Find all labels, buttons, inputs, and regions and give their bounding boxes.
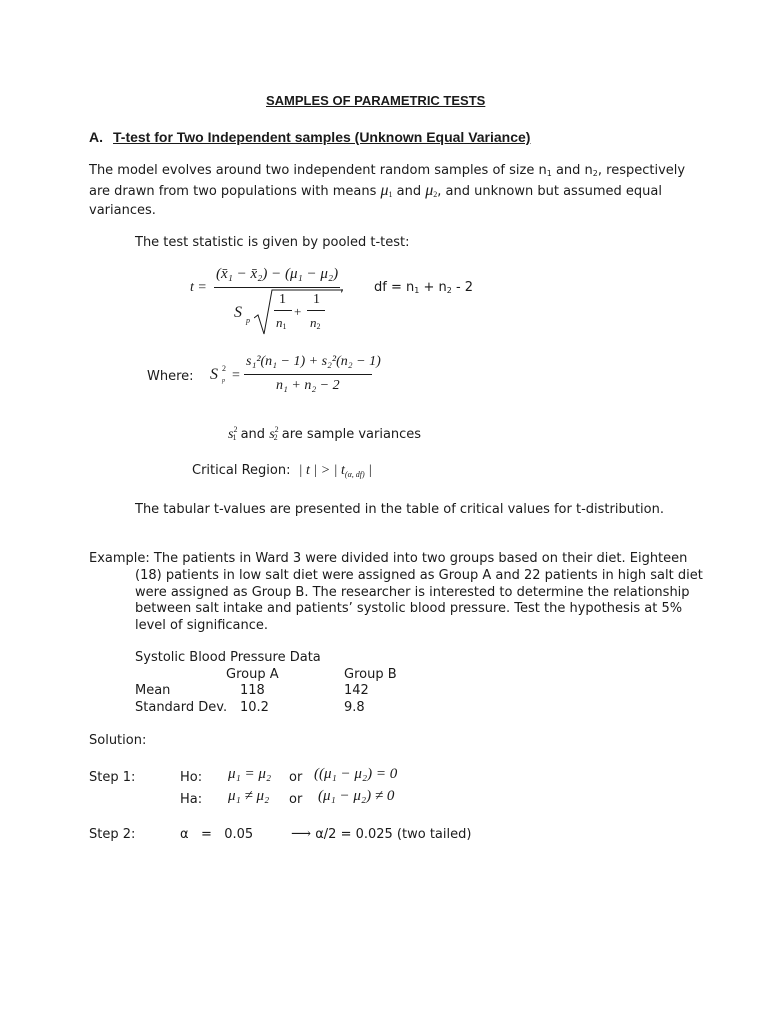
null-hypothesis-alt: ((μ₁ − μ₂) = 0 — [314, 766, 398, 782]
table-row-label: Mean — [135, 683, 171, 698]
alt-hypothesis-alt: (μ₁ − μ₂) ≠ 0 — [318, 788, 395, 804]
or-label: or — [289, 792, 303, 807]
t-lhs: t = — [190, 280, 207, 295]
solution-label: Solution: — [89, 733, 147, 748]
where-label: Where: — [147, 369, 194, 384]
step2-result: ⟶ α/2 = 0.025 (two tailed) — [291, 827, 472, 842]
degrees-of-freedom: df = n1 + n2 - 2 — [374, 280, 474, 295]
or-label: or — [289, 770, 303, 785]
section-letter: A. — [89, 129, 103, 145]
intro-line-2: are drawn from two populations with means μ1 and μ2, and unknown but assumed equal — [89, 182, 662, 199]
bp-header-group-b: Group B — [344, 667, 397, 682]
critical-region: Critical Region: | t | > | $t_{(\alpha, df)}$ | — [192, 463, 373, 479]
table-cell-sd-a: 10.2 — [240, 700, 269, 715]
alt-hypothesis-expr: μ₁ ≠ μ₂ — [228, 788, 270, 804]
example-line-1: Example: The patients in Ward 3 were divided into two groups based on their diet. Eighteen — [89, 551, 688, 566]
sp-subscript: p — [246, 316, 250, 325]
bp-table-caption: Systolic Blood Pressure Data — [135, 650, 321, 665]
example-line-5: level of significance. — [135, 618, 269, 633]
null-hypothesis-label: Ho: — [180, 770, 203, 785]
document-title: SAMPLES OF PARAMETRIC TESTS — [266, 93, 486, 108]
step1-label: Step 1: — [89, 770, 136, 785]
sp-symbol: S — [234, 304, 242, 321]
table-cell-sd-b: 9.8 — [344, 700, 365, 715]
section-heading: T-test for Two Independent samples (Unknown Equal Variance) — [113, 129, 531, 145]
pooled-variance-formula: S 2 p = s₁²(n₁ − 1) + s₂²(n₂ − 1) n₁ + n₂ − 2 — [210, 354, 381, 393]
t-statistic-formula: t = (x̄₁ − x̄₂) − (μ₁ − μ₂) S p 1 1 + n1 n2 , df = n1 + n2 - 2 — [190, 266, 570, 338]
pooled-intro: The test statistic is given by pooled t-test: — [135, 235, 410, 250]
tabular-note: The tabular t-values are presented in the table of critical values for t-distribution. — [135, 502, 664, 517]
table-cell-mean-b: 142 — [344, 683, 369, 698]
arrow-right-icon: ⟶ — [291, 827, 312, 842]
alpha-value: α = 0.05 — [180, 827, 254, 842]
step2-label: Step 2: — [89, 827, 136, 842]
intro-line-1: The model evolves around two independent random samples of size n1 and n2, respectively — [89, 163, 686, 178]
sample-variances-note: $s^21$ and $s^22$ are sample variances — [228, 425, 422, 442]
intro-line-3: variances. — [89, 203, 156, 218]
table-row-label: Standard Dev. — [135, 700, 228, 715]
example-line-3: were assigned as Group B. The researcher is interested to determine the relationship — [135, 585, 690, 600]
table-cell-mean-a: 118 — [240, 683, 265, 698]
example-line-2: (18) patients in low salt diet were assigned as Group A and 22 patients in high salt diet — [135, 568, 703, 583]
bp-header-group-a: Group A — [226, 667, 279, 682]
alt-hypothesis-label: Ha: — [180, 792, 203, 807]
example-line-4: between salt intake and patients’ systolic blood pressure. Test the hypothesis at 5% — [135, 601, 683, 616]
null-hypothesis-expr: μ₁ = μ₂ — [228, 766, 272, 782]
t-numerator: (x̄₁ − x̄₂) − (μ₁ − μ₂) — [216, 266, 339, 282]
